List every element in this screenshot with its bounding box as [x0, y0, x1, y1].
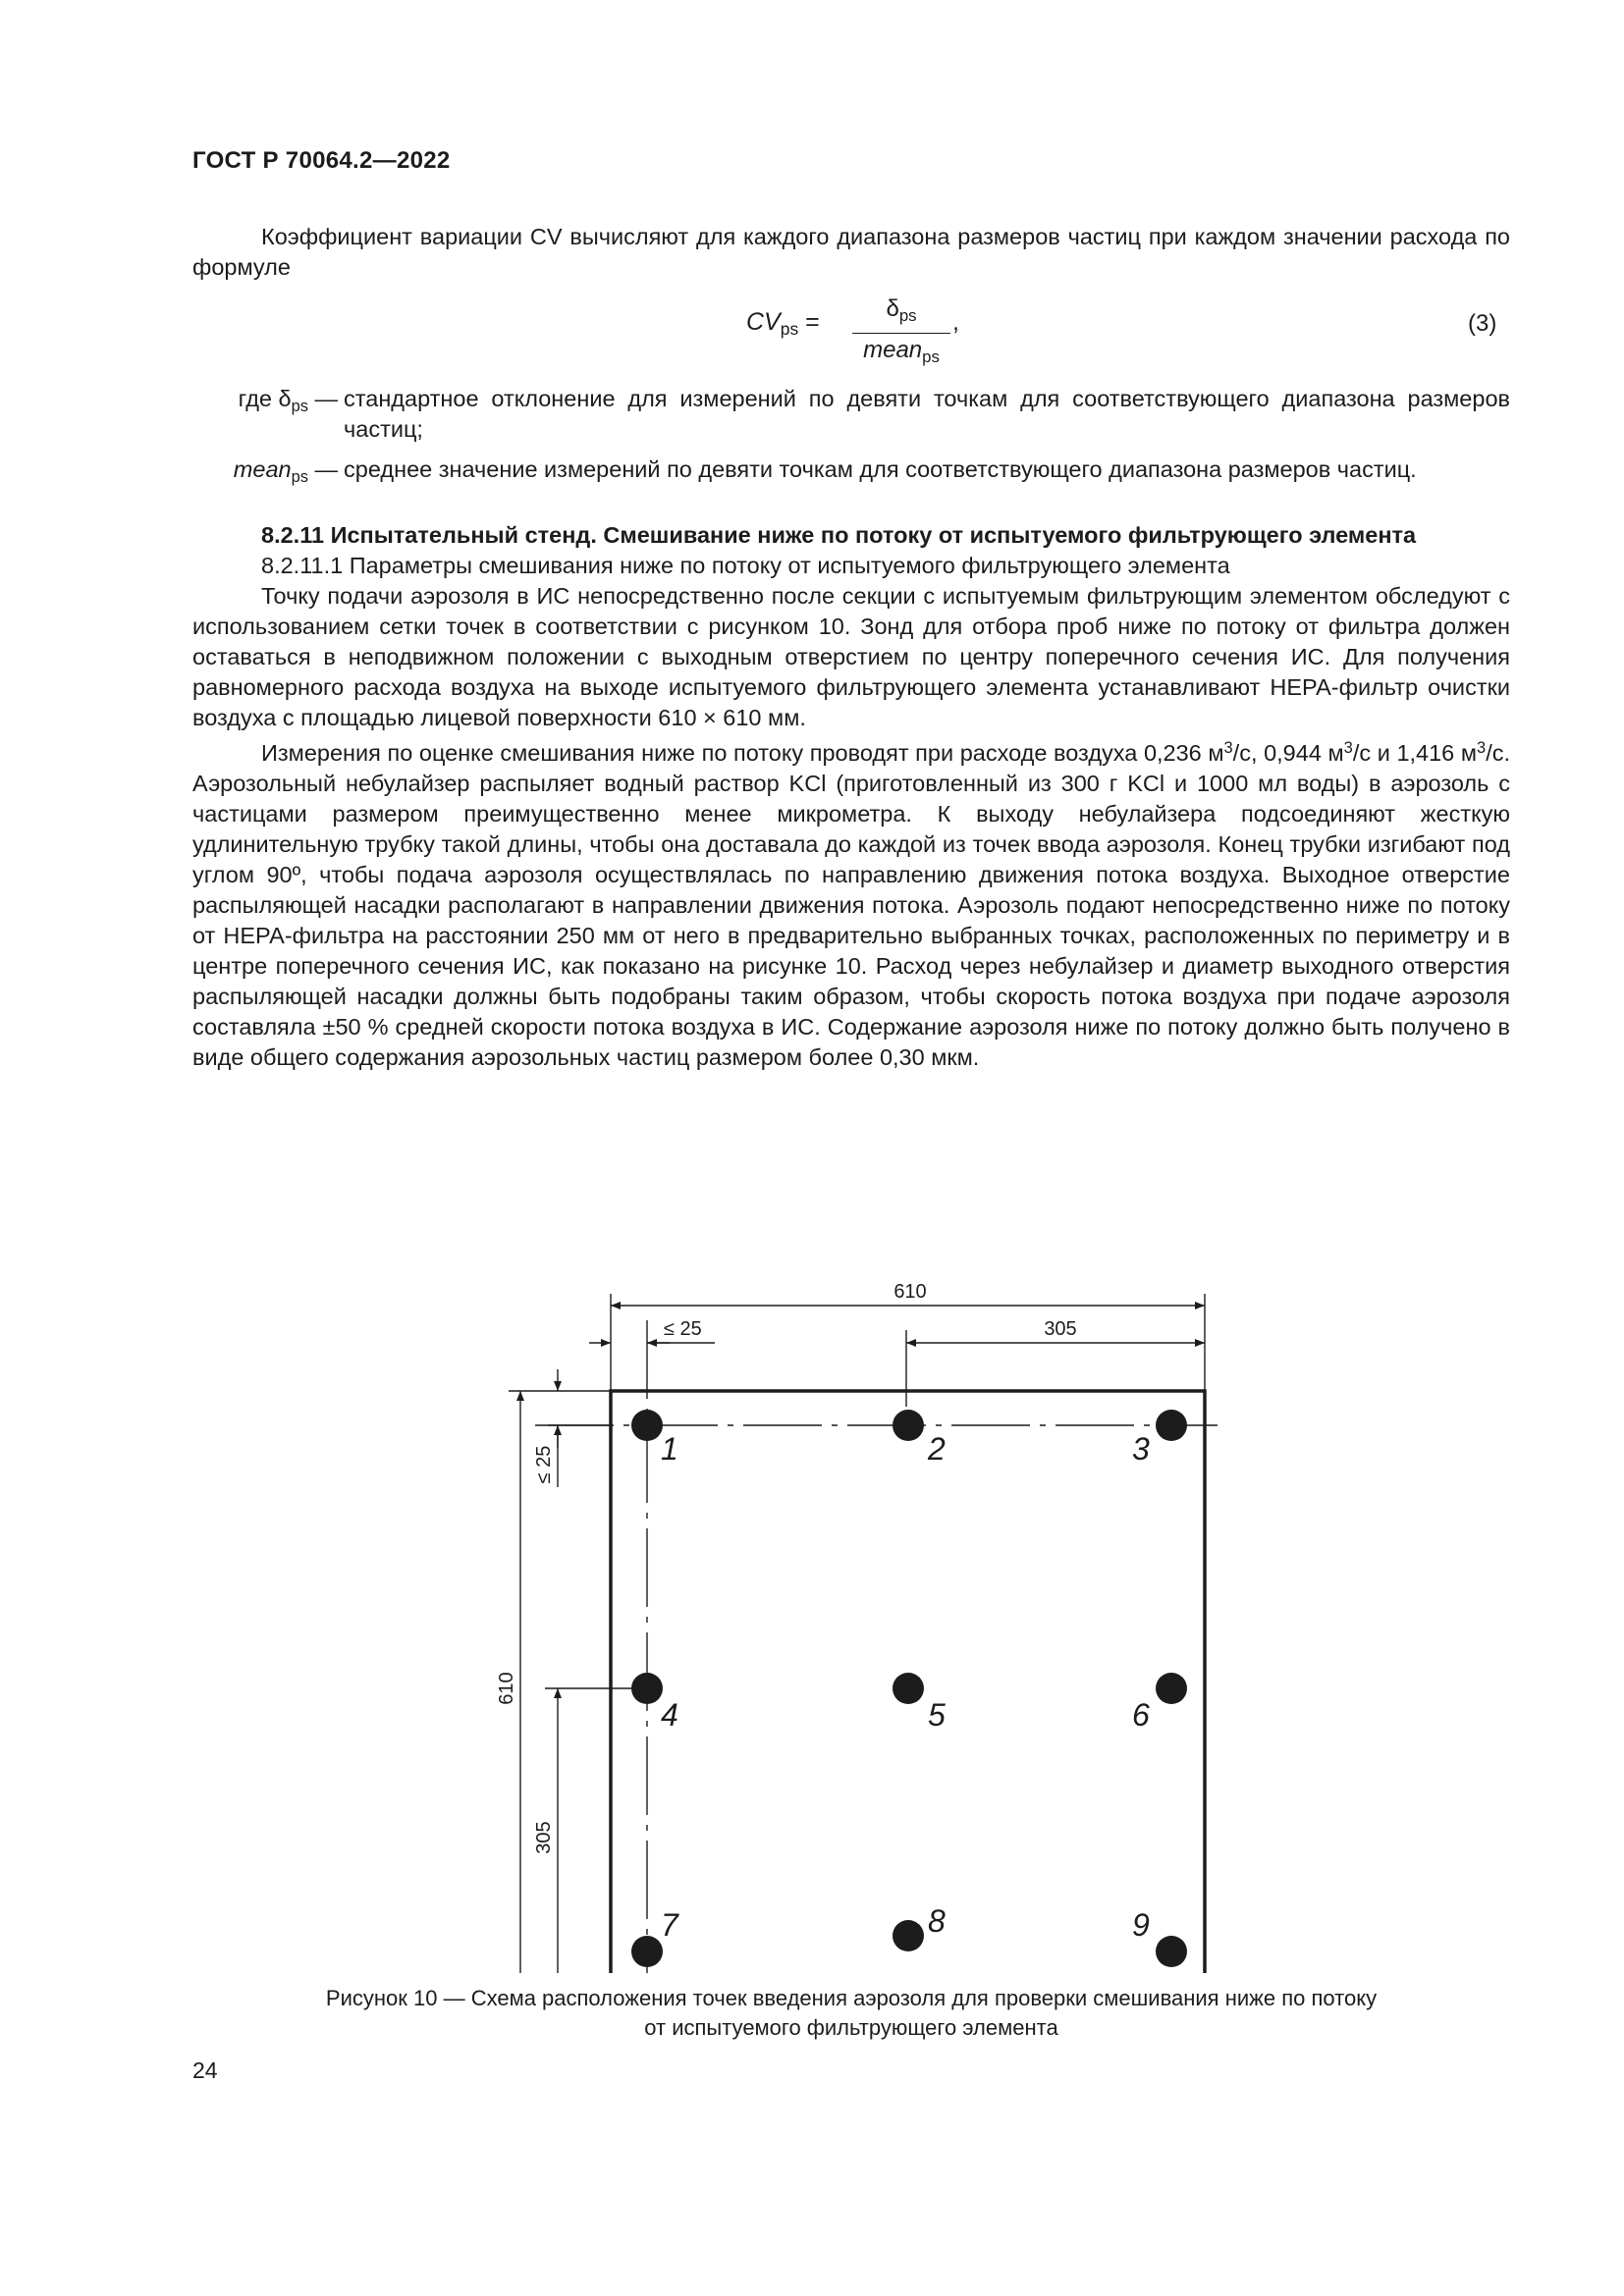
edge-x-dimension-label: ≤ 25 — [664, 1318, 702, 1340]
subsection-heading: 8.2.11.1 Параметры смешивания ниже по потоку от испытуемого фильтрующего элемента — [261, 553, 1230, 578]
formula-lhs: $CV_{ps}$ = — [746, 308, 820, 339]
height-dimension-label: 610 — [496, 1672, 517, 1705]
injection-point-3 — [1156, 1410, 1187, 1441]
injection-point-6 — [1156, 1673, 1187, 1704]
injection-point-2 — [893, 1410, 924, 1441]
injection-point-9 — [1156, 1936, 1187, 1967]
figure-caption: Рисунок 10 — Схема расположения точек введения аэрозоля для проверки смешивания ниже по потоку от испытуемого фильтрующего элемента — [325, 1986, 1378, 2040]
paragraph-1: Точку подачи аэрозоля в ИС непосредственно после секции с испытуемым фильтрующим элементом обследуют с использованием сетки точек в соответствии с рисунком 10. Зонд для отбора проб ниже по потоку от фильтра должен оставаться в неподвижном положении с выходным отверстием по центру поперечного сечения ИС. Для получения равномерного расхода воздуха на выходе испытуемого фильтрующего элемента устанавливают НЕРА-фильтр очистки воздуха с площадью лицевой поверхности 610 × 610 мм. — [192, 583, 1510, 730]
injection-point-5 — [893, 1673, 924, 1704]
injection-point-7 — [631, 1936, 663, 1967]
intro-paragraph: Коэффициент вариации CV вычисляют для каждого диапазона размеров частиц при каждом значении расхода по формуле — [192, 224, 1510, 280]
injection-points — [631, 1410, 1187, 1967]
point-label-5: 5 — [928, 1697, 946, 1733]
section-8-2-11 — [192, 520, 1510, 1073]
injection-point-1 — [631, 1410, 663, 1441]
point-label-9: 9 — [1132, 1907, 1150, 1943]
definition-delta: где $\delta_{ps}$ — стандартное отклонение для измерений по девяти точкам для соответствующего диапазона размеров частиц; — [238, 386, 1510, 442]
definition-mean: mean$_{ps}$ — среднее значение измерений по девяти точкам для соответствующего диапазона размеров частиц. — [233, 456, 1417, 486]
point-label-7: 7 — [661, 1907, 678, 1943]
formula-number: (3) — [1468, 310, 1497, 337]
section-heading: 8.2.11 Испытательный стенд. Смешивание ниже по потоку от испытуемого фильтрующего элемента — [261, 522, 1417, 548]
edge-y-dimension-label: ≤ 25 — [533, 1445, 555, 1484]
point-label-4: 4 — [661, 1697, 678, 1733]
point-label-1: 1 — [661, 1431, 678, 1467]
standard-header: ГОСТ Р 70064.2—2022 — [192, 147, 451, 174]
paragraph-2: Измерения по оценке смешивания ниже по потоку проводят при расходе воздуха 0,236 $м^3/с$, 0,944 $м^3/с$ и 1,416 $м^3/с$. Аэрозольный небулайзер распыляет водный раствор KCl (приготовленный из 300 г KCl и 1000 мл воды) в аэрозоль с частицами размером преимущественно менее микрометра. К выходу небулайзера подсоединяют жесткую удлинительную трубку такой длины, чтобы она доставала до каждой из точек ввода аэрозоля. Конец трубки изгибают под углом 90º, чтобы подача аэрозоля осуществлялась по направлению движения потока воздуха. Выходное отверстие распыляющей насадки располагают в направлении движения потока. Аэрозоль подают непосредственно ниже по потоку от НЕРА-фильтра на расстоянии 250 мм от него в предварительно выбранных точках, расположенных по периметру и в центре поперечного сечения ИС, как показано на рисунке 10. Расход через небулайзер и диаметр выходного отверстия распыляющей насадки должны быть подобраны таким образом, чтобы скорость потока воздуха при подаче аэрозоля составляла ±50 % средней скорости потока воздуха в ИС. Содержание аэрозоля ниже по потоку должно быть получено в виде общего содержания аэрозольных частиц размером более 0,30 мкм. — [192, 739, 1510, 1070]
injection-point-4 — [631, 1673, 663, 1704]
figure-10-diagram — [491, 1266, 1237, 1973]
page-number: 24 — [192, 2057, 218, 2083]
width-dimension-label: 610 — [893, 1281, 927, 1303]
point-label-3: 3 — [1132, 1431, 1150, 1467]
point-label-8: 8 — [928, 1903, 946, 1939]
half-height-dimension-label: 305 — [533, 1821, 555, 1854]
half-width-dimension-label: 305 — [1044, 1318, 1077, 1340]
point-label-2: 2 — [928, 1431, 946, 1467]
formula-definitions — [192, 384, 1510, 493]
point-label-6: 6 — [1132, 1697, 1150, 1733]
injection-point-8 — [893, 1920, 924, 1951]
formula-fraction: $\delta_{ps}$ mean$_{ps}$ — [852, 294, 950, 372]
